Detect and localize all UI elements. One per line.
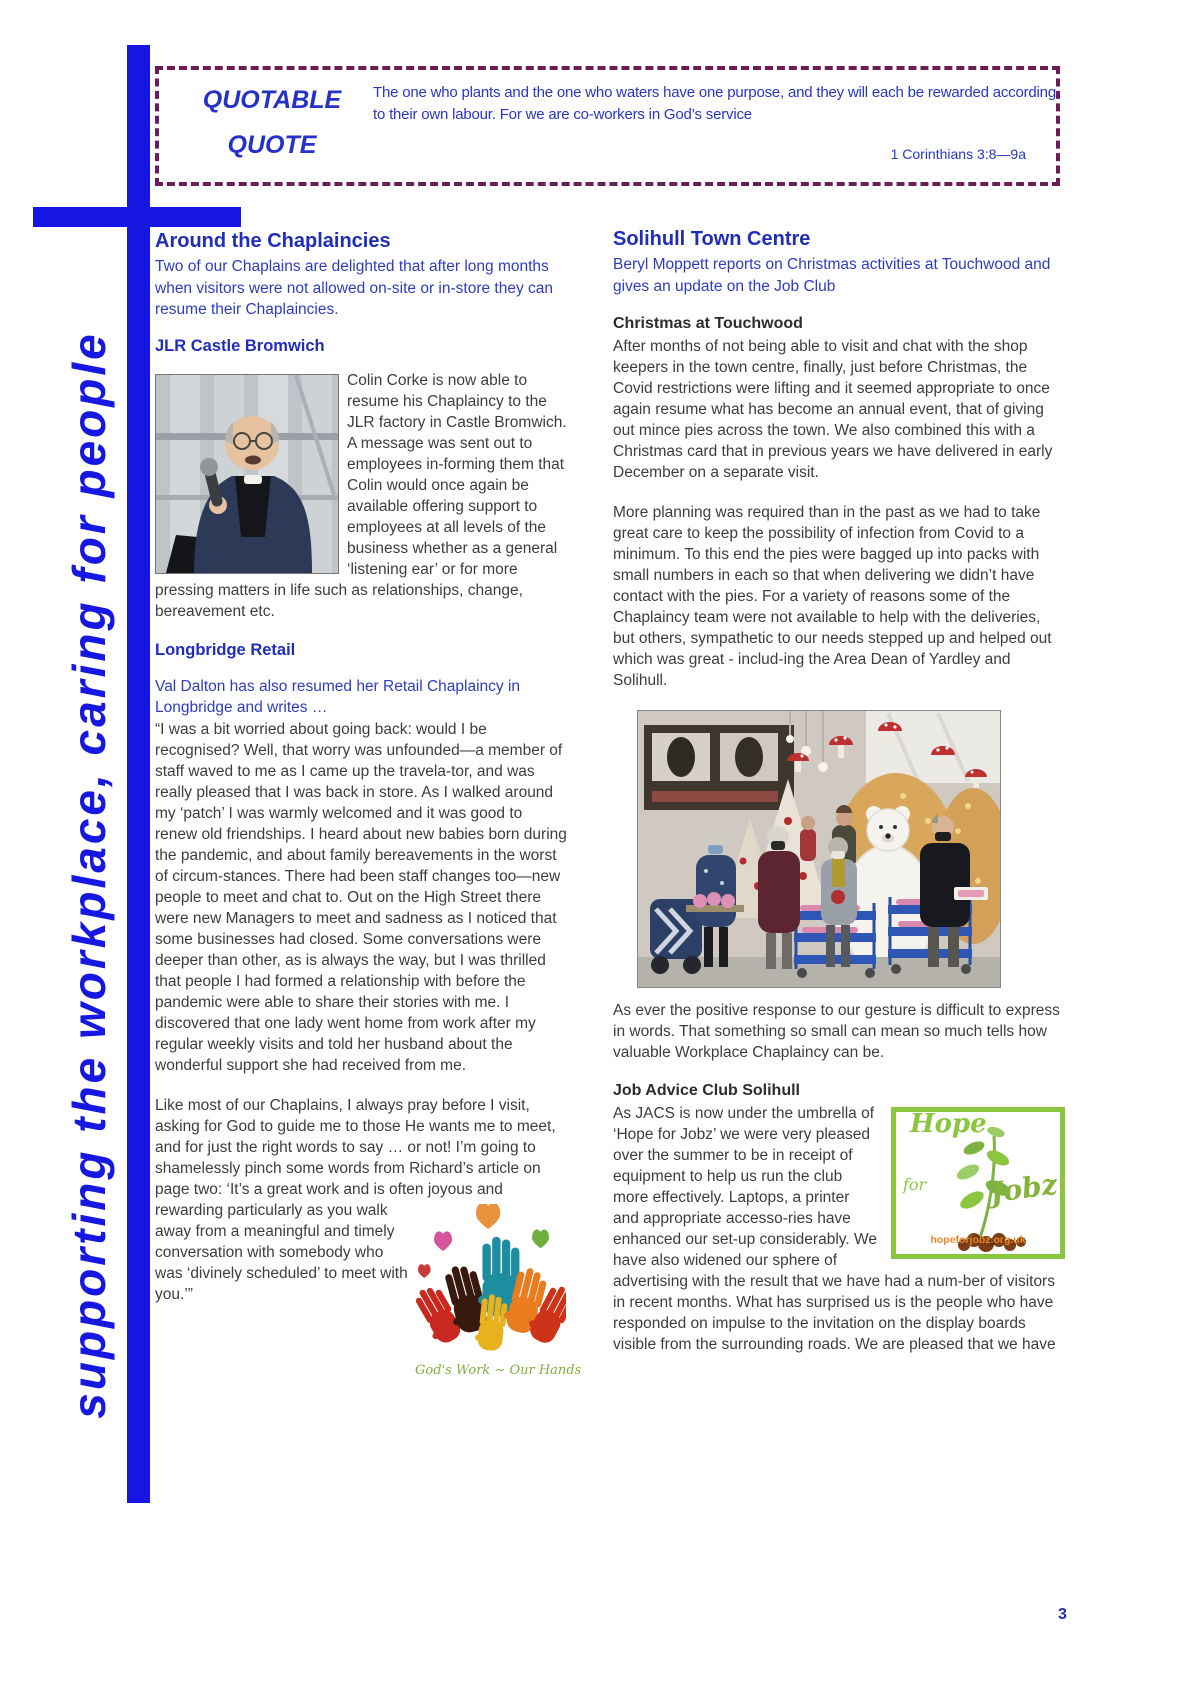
around-chaplaincies-heading: Around the Chaplaincies [155,230,391,252]
quote-text: The one who plants and the one who waters have one purpose, and they will each be rewarded according to their own labour. For we are co-workers in God’s service [373,84,1056,123]
longbridge-body2 [155,1095,582,1378]
longbridge-body1: “I was a bit worried about going back: would I be recognised? Well, that worry was unfounded—a member of staff waved to me as I came up the travela-tor, and was really pleased that I was back in store. As I walked around my ‘patch’ I was warmly welcomed and it was good to renew old friendships. I heard about new babies born during the pandemic, and about family bereavements in the worst of circum-stances. There had been staff changes too—new people to meet and chat to. Out on the High Street there were new Managers to meet and sadness as I noticed that some businesses had closed. Some conversations were deeper than other, as is always the way, but I was thrilled that people I had formed a relationship with before the pandemic were able to share their stories with me. I discovered that one lady went home from work after my regular weekly visits and told her husband about the wonderful support she had received from me. [155,720,567,1074]
solihull-lede: Beryl Moppett reports on Christmas activities at Touchwood and gives an update on the Job Club [613,256,1051,295]
quotable-quote-label [187,86,357,160]
page-number: 3 [1058,1606,1067,1623]
touchwood-christmas-photo [637,710,999,986]
sidebar-vertical-text: supporting the workplace, caring for people [63,331,115,1419]
christmas-para2: More planning was required than in the past as we had to take great care to keep the possibility of infection from Covid to a minimum. To this end the pies were bagged up into packs with small numbers in each so that when delivering we didn’t have contact with the pies. For a variety of reasons some of the Chaplaincy team were not available to help with the deliveries, but others, sympathetic to our needs stepped up and helped out which was great - includ-ing the Area Dean of Yardley and Solihull. [613,504,1052,689]
jacs-paragraph [613,1103,1065,1355]
jlr-body-text: Colin Corke is now able to resume his Chaplaincy to the JLR factory in Castle Bromwich. A message was sent out to employees in-forming them that Colin would once again be available offering support to employees at all levels of the business whether as a general ‘listening ear’ or for more pressing matters in life such as relationships, change, bereavement etc. [155,371,567,620]
christmas-para3: As ever the positive response to our gesture is difficult to express in words. That something so small can mean so much tells how valuable Workplace Chaplaincy can be. [613,1002,1060,1061]
gods-work-our-hands-image [415,1204,582,1378]
hope-for-jobz-logo [891,1107,1065,1259]
quote-attribution: 1 Corinthians 3:8—9a [890,146,1026,162]
colin-corke-photo [155,374,337,572]
logo-word-hope: Hope [910,1109,987,1139]
longbridge-lede: Val Dalton has also resumed her Retail Chaplaincy in Longbridge and writes … [155,677,521,716]
quotable-label-line2: QUOTE [227,131,317,159]
logo-word-jobz: Jobz [988,1167,1060,1210]
longbridge-body2-part1: Like most of our Chaplains, I always pray before I visit, asking for God to guide me to those He wants me to meet, and for just the right words to say … or not! I’m going to shamelessly pinch some words from Richard’s article on page two: ‘It’s a great work and is often [155,1096,556,1198]
jacs-heading: Job Advice Club Solihull [613,1082,800,1099]
christmas-para1: After months of not being able to visit and chat with the shop keepers in the town centre, finally, just before Christmas, the Covid restrictions were lifting and it seemed appropriate to once again resume what has become an annual event, that of giving out mince pies across the town. We also combined this with a Christmas card that in previous years we have delivered in early December on a separate visit. [613,338,1053,481]
solihull-heading: Solihull Town Centre [613,228,811,250]
longbridge-body2-part2: joyous and rewarding particularly as you walk away from a meaningful and timely conversation with somebody who was ‘divinely scheduled’ to meet with you.’” [155,1180,503,1303]
jlr-heading: JLR Castle Bromwich [155,336,325,355]
jacs-body-text: As JACS is now under the umbrella of ‘Hope for Jobz’ we were very pleased over the summer to be in receipt of equipment to help us run the club more effectively. Laptops, a printer and appropriate accesso-ries have enhanced our set-up considerably. We have also widened our sphere of advertising with the result that we have had a num-ber of visitors in recent months. What has surprised us is the people who have responded on impulse to the invitation on the display boards visible from the surrounding roads. We are pleased that we have [613,1105,1056,1353]
hands-caption: God's Work ~ Our Hands [415,1362,582,1378]
cross-horizontal-bar [33,207,241,227]
left-column [155,230,582,1378]
logo-word-for: for [903,1175,927,1194]
longbridge-heading: Longbridge Retail [155,640,296,659]
logo-url: hopeforjobz.org.uk [930,1234,1026,1246]
jlr-paragraph [155,370,567,622]
around-chaplaincies-intro: Two of our Chaplains are delighted that after long months when visitors were not allowed on-site or in-store they can resume their Chaplaincies. [155,258,554,318]
right-column [613,228,1065,1374]
christmas-touchwood-heading: Christmas at Touchwood [613,315,803,332]
quote-box [155,66,1060,186]
quotable-label-line1: QUOTABLE [202,86,342,114]
cross-vertical-bar [127,45,150,1503]
